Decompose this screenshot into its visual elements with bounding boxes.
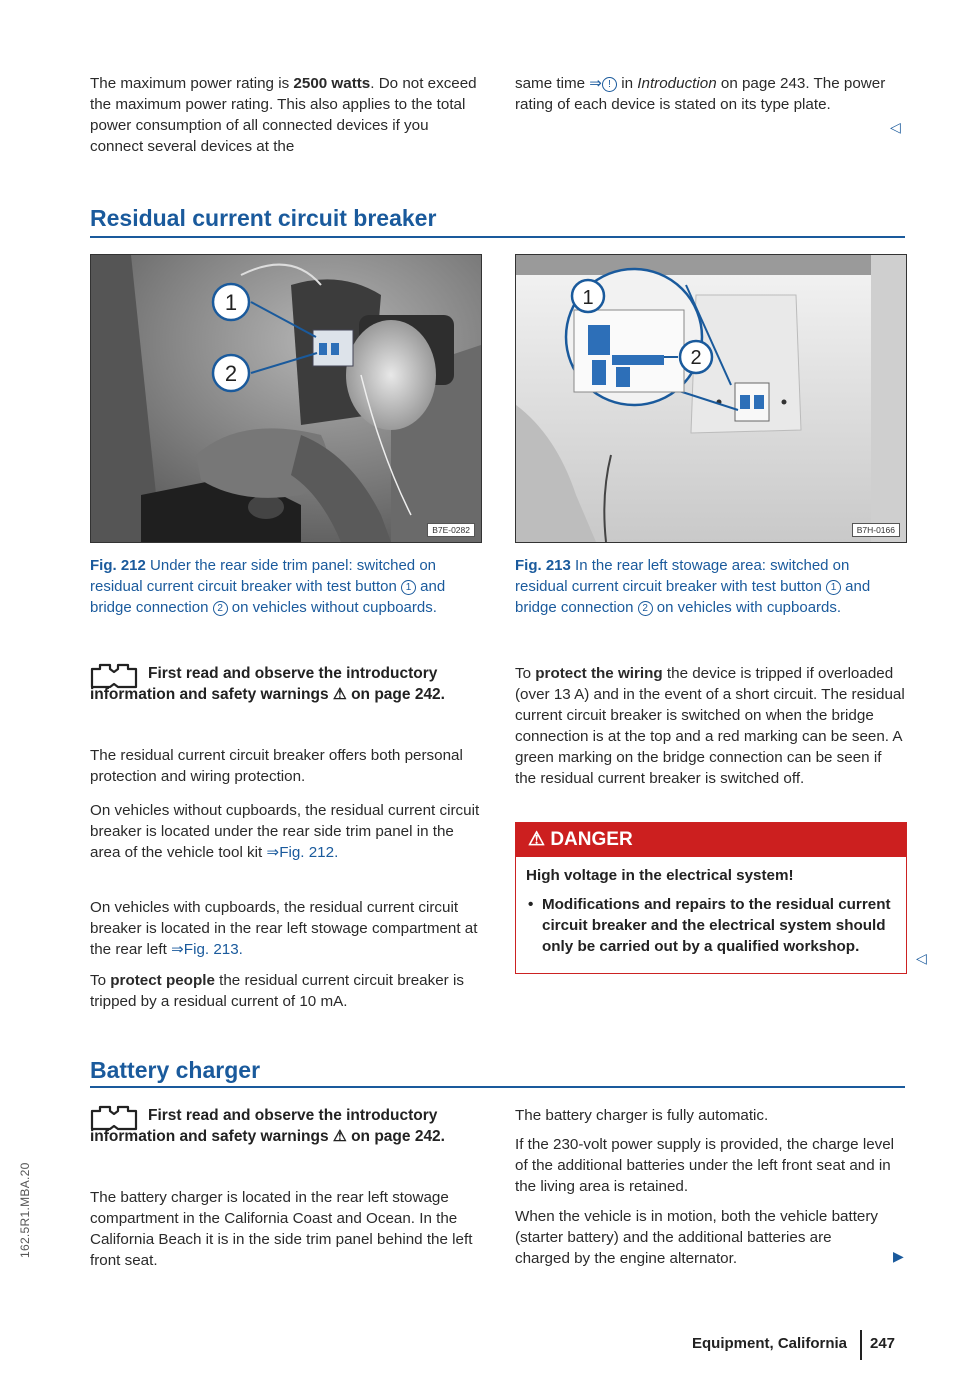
caution-ref-icon: ! xyxy=(602,77,617,92)
rccb-wiring-paragraph: To protect the wiring the device is tripped if overloaded (over 13 A) and in the event of a short circuit. The residual current circuit breaker is switched on when the bridge connection is at the top and a red marking can be seen. A green marking on the bridge connection can be seen if the residual current breaker is switched off. xyxy=(515,665,905,787)
intro-left-paragraph: The maximum power rating is 2500 watts. Do not exceed the maximum power rating. This also applies to the total power consumption of all connected devices if you connect several devices at the xyxy=(90,75,477,155)
page-number: 247 xyxy=(870,1335,896,1352)
rccb-paragraph-1: The residual current circuit breaker offers both personal protection and wiring protection. xyxy=(90,747,463,785)
battery-paragraph-1: The battery charger is fully automatic. xyxy=(515,1107,769,1124)
footer-divider xyxy=(860,1330,862,1360)
note-read-first-2: First read and observe the introductory information and safety warnings ⚠ on page 242. xyxy=(90,1107,445,1145)
figure-212-illustration xyxy=(91,255,481,542)
figure-213-code: B7H-0166 xyxy=(852,523,900,537)
document-code: 162.5R1.MBA.20 xyxy=(18,1162,32,1258)
figure-213-illustration xyxy=(516,255,906,542)
danger-box xyxy=(515,822,907,974)
danger-triangle-icon: ⚠ xyxy=(528,829,546,850)
danger-bullet: • Modifications and repairs to the residual current circuit breaker and the electrical system should only be carried out by a qualified workshop. xyxy=(528,896,891,955)
intro-right-paragraph: same time ⇒ ! in Introduction on page 243. The power rating of each device is stated on its type plate. xyxy=(515,75,886,113)
rccb-paragraph-4: To protect people the residual current circuit breaker is tripped by a residual current of 10 mA. xyxy=(90,972,464,1010)
continue-arrow-icon: ▶ xyxy=(893,1248,904,1264)
section-rule xyxy=(90,236,905,238)
battery-paragraph-2: If the 230-volt power supply is provided, the charge level of the additional batteries under the left front seat and in the living area is retained. xyxy=(515,1136,895,1195)
battery-location-paragraph: The battery charger is located in the rear left stowage compartment in the California Coast and Ocean. In the California Beach it is in the side trim panel behind the left front seat. xyxy=(90,1189,473,1269)
section-title-battery-charger: Battery charger xyxy=(90,1057,261,1083)
danger-header: ⚠ DANGER xyxy=(516,823,906,857)
fig-212-link[interactable]: ⇒Fig. 212. xyxy=(266,844,339,861)
warning-icon: ⚠ xyxy=(332,686,347,703)
section-title-rccb: Residual current circuit breaker xyxy=(90,205,437,231)
footer-section-title: Equipment, California xyxy=(692,1335,848,1352)
end-of-section-triangle-icon: ◁ xyxy=(890,119,901,135)
ref-arrow[interactable]: ⇒ xyxy=(589,75,603,92)
rccb-paragraph-2: On vehicles without cupboards, the residual current circuit breaker is located under the rear side trim panel in the area of the vehicle tool kit ⇒Fig. 212. xyxy=(90,802,480,861)
figure-212-image xyxy=(90,254,482,543)
fig212-callout-1: 1 xyxy=(224,290,238,315)
fig212-callout-2: 2 xyxy=(224,361,238,386)
figure-213-caption: Fig. 213 In the rear left stowage area: switched on residual current circuit breaker with test button 1 and bridge connection 2 on vehicles with cupboards. xyxy=(515,557,871,616)
rccb-paragraph-3: On vehicles with cupboards, the residual current circuit breaker is located in the rear left stowage compartment at the rear left ⇒Fig. 213. xyxy=(90,899,478,958)
fig213-callout-2: 2 xyxy=(690,347,702,369)
end-of-section-triangle-icon: ◁ xyxy=(916,950,927,966)
note-read-first-1: First read and observe the introductory information and safety warnings ⚠ on page 242. xyxy=(90,665,445,703)
warning-icon: ⚠ xyxy=(332,1128,347,1145)
figure-213-image xyxy=(515,254,907,543)
fig213-callout-1: 1 xyxy=(582,287,594,309)
danger-body xyxy=(516,857,906,967)
section-rule xyxy=(90,1086,905,1088)
figure-212-code: B7E-0282 xyxy=(427,523,475,537)
danger-title: High voltage in the electrical system! xyxy=(526,867,794,884)
battery-paragraph-3: When the vehicle is in motion, both the vehicle battery (starter battery) and the additional batteries are charged by the engine alternator. xyxy=(515,1208,879,1267)
fig-213-link[interactable]: ⇒Fig. 213. xyxy=(171,941,243,958)
figure-212-caption: Fig. 212 Under the rear side trim panel: switched on residual current circuit breaker with test button 1 and bridge connection 2 on vehicles without cupboards. xyxy=(90,557,446,616)
